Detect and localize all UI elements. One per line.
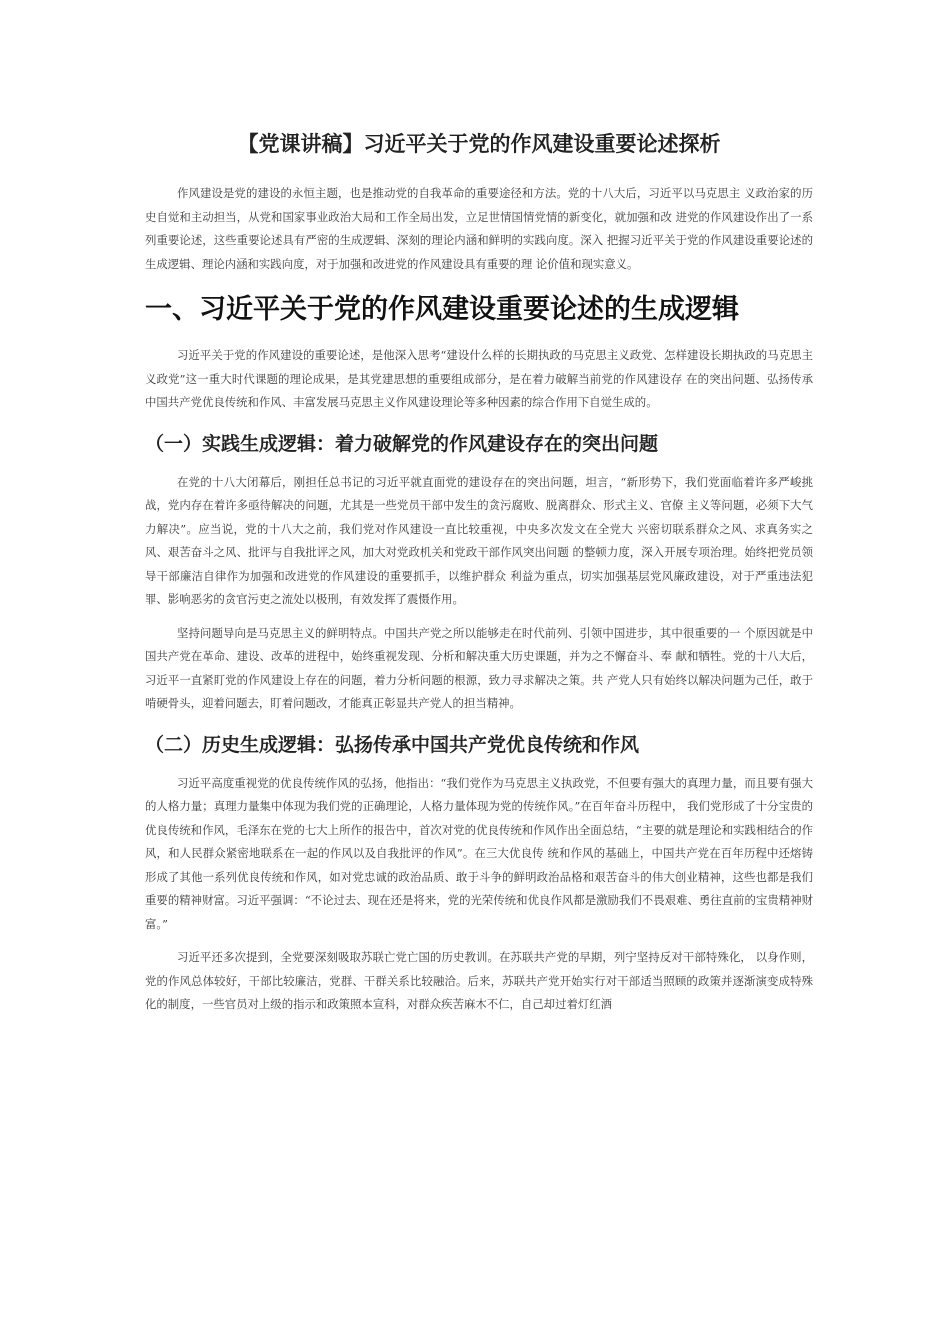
subsection-2-paragraph-2: 习近平还多次提到，全党要深刻吸取苏联亡党亡国的历史教训。在苏联共产党的早期，列宁坚持反对干部特殊化， 以身作则，党的作风总体较好，干部比较廉洁，党群、干群关系比较融洽。后来，苏联共产党开始实行对干部适当照顾的政策并逐渐演变成特殊化的制度，一些官员对上级的指示和政策照本宣科，对群众疾苦麻木不仁，自己却过着灯红酒 — [145, 950, 813, 1011]
section-1-paragraph: 习近平关于党的作风建设的重要论述，是他深入思考“建设什么样的长期执政的马克思主义政党、怎样建设长期执政的马克思主义政党”这一重大时代课题的理论成果，是其党建思想的重要组成部分，是在着力破解当前党的作风建设存 在的突出问题、弘扬传承中国共产党优良传统和作风、丰富发展马克思主义作风建设理论等多种因素的综合作用下自觉生成的。 — [145, 348, 813, 409]
subsection-1-paragraph-2: 坚持问题导向是马克思主义的鲜明特点。中国共产党之所以能够走在时代前列、引领中国进步，其中很重要的一 个原因就是中国共产党在革命、建设、改革的进程中，始终重视发现、分析和解决重大历史课题，并为之不懈奋斗、奉 献和牺牲。党的十八大后，习近平一直紧盯党的作风建设上存在的问题，着力分析问题的根源，致力寻求解决之策。共 产党人只有始终以解决问题为己任，敢于啃硬骨头，迎着问题去，盯着问题改，才能真正彰显共产党人的担当精神。 — [145, 625, 813, 710]
subsection-1-paragraph-1: 在党的十八大闭幕后，刚担任总书记的习近平就直面党的建设存在的突出问题，坦言，“新形势下，我们党面临着许多严峻挑战，党内存在着许多亟待解决的问题，尤其是一些党员干部中发生的贪污腐败、脱离群众、形式主义、官僚 主义等问题，必须下大气力解决”。应当说，党的十八大之前，我们党对作风建设一直比较重视，中央多次发文在全党大 兴密切联系群众之风、求真务实之风、艰苦奋斗之风、批评与自我批评之风，加大对党政机关和党政干部作风突出问题 的整顿力度，深入开展专项治理。始终把党员领导干部廉洁自律作为加强和改进党的作风建设的重要抓手，以维护群众 利益为重点，切实加强基层党风廉政建设，对于严重违法犯罪、影响恶劣的贪官污吏之流处以极刑，有效发挥了震慑作用。 — [145, 474, 813, 606]
document-page — [145, 128, 813, 1017]
subsection-heading-1: （一）实践生成逻辑：着力破解党的作风建设存在的突出问题 — [145, 432, 659, 455]
section-heading-1: 一、习近平关于党的作风建设重要论述的生成逻辑 — [145, 294, 739, 325]
intro-paragraph: 作风建设是党的建设的永恒主题，也是推动党的自我革命的重要途径和方法。党的十八大后，习近平以马克思主 义政治家的历史自觉和主动担当，从党和国家事业政治大局和工作全局出发，立足世情国情党情的新变化，就加强和改 进党的作风建设作出了一系列重要论述，这些重要论述具有严密的生成逻辑、深刻的理论内涵和鲜明的实践向度。深入 把握习近平关于党的作风建设重要论述的生成逻辑、理论内涵和实践向度，对于加强和改进党的作风建设具有重要的理 论价值和现实意义。 — [145, 186, 813, 271]
document-title: 【党课讲稿】习近平关于党的作风建设重要论述探析 — [237, 132, 721, 156]
subsection-heading-2: （二）历史生成逻辑：弘扬传承中国共产党优良传统和作风 — [145, 733, 640, 756]
subsection-2-paragraph-1: 习近平高度重视党的优良传统作风的弘扬，他指出：“我们党作为马克思主义执政党，不但要有强大的真理力量，而且要有强大的人格力量；真理力量集中体现为我们党的正确理论，人格力量体现为党的传统作风。”在百年奋斗历程中， 我们党形成了十分宝贵的优良传统和作风，毛泽东在党的七大上所作的报告中，首次对党的优良传统和作风作出全面总结，“主要的就是理论和实践相结合的作风，和人民群众紧密地联系在一起的作风以及自我批评的作风”。在三大优良传 统和作风的基础上，中国共产党在百年历程中还熔铸形成了其他一系列优良传统和作风，如对党忠诚的政治品质、敢于斗争的鲜明政治品格和艰苦奋斗的伟大创业精神，这些也都是我们重要的精神财富。习近平强调：“不论过去、现在还是将来，党的光荣传统和优良作风都是激励我们不畏艰难、勇往直前的宝贵精神财富。” — [145, 775, 813, 931]
